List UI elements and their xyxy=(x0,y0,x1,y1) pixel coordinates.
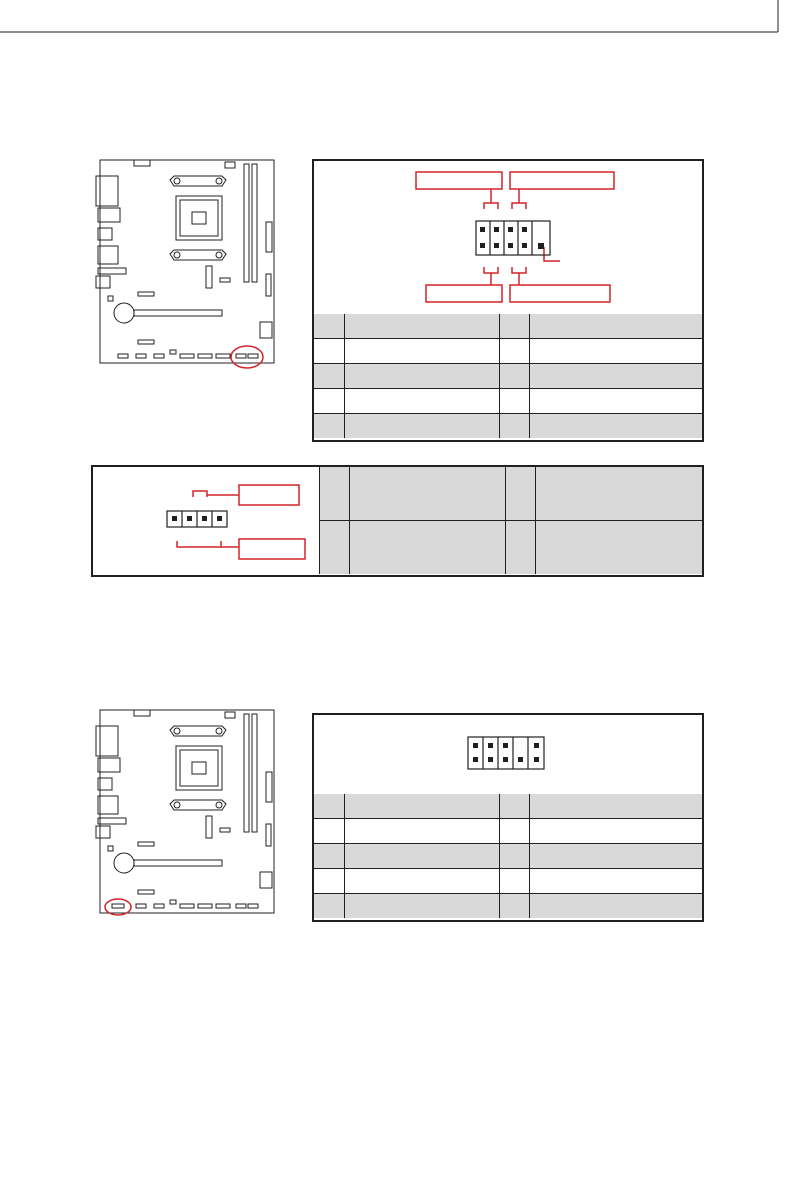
table-row xyxy=(314,894,702,919)
9-pin-header-icon xyxy=(314,715,706,795)
table-row xyxy=(314,389,702,414)
table-row xyxy=(314,314,702,339)
motherboard-diagram-top xyxy=(86,150,286,380)
table-row xyxy=(320,521,703,575)
table-row xyxy=(314,869,702,894)
table-row xyxy=(314,819,702,844)
pin-table-2 xyxy=(319,467,702,574)
page-corner-rule-icon xyxy=(0,0,794,60)
motherboard-icon xyxy=(86,150,286,380)
pin-definition-panel-3 xyxy=(312,713,704,922)
table-row xyxy=(314,339,702,364)
table-row xyxy=(314,414,702,439)
table-row xyxy=(314,844,702,869)
pin-table-3 xyxy=(314,794,702,918)
motherboard-icon xyxy=(86,700,286,930)
10-pin-header-icon xyxy=(314,161,706,315)
table-row xyxy=(314,364,702,389)
motherboard-diagram-bottom xyxy=(86,700,286,930)
table-row xyxy=(314,794,702,819)
4-pin-header-icon xyxy=(93,467,319,575)
pin-definition-panel-2 xyxy=(91,465,704,577)
pin-table-1 xyxy=(314,314,702,438)
pin-definition-panel-1 xyxy=(312,159,704,442)
table-row xyxy=(320,467,703,521)
